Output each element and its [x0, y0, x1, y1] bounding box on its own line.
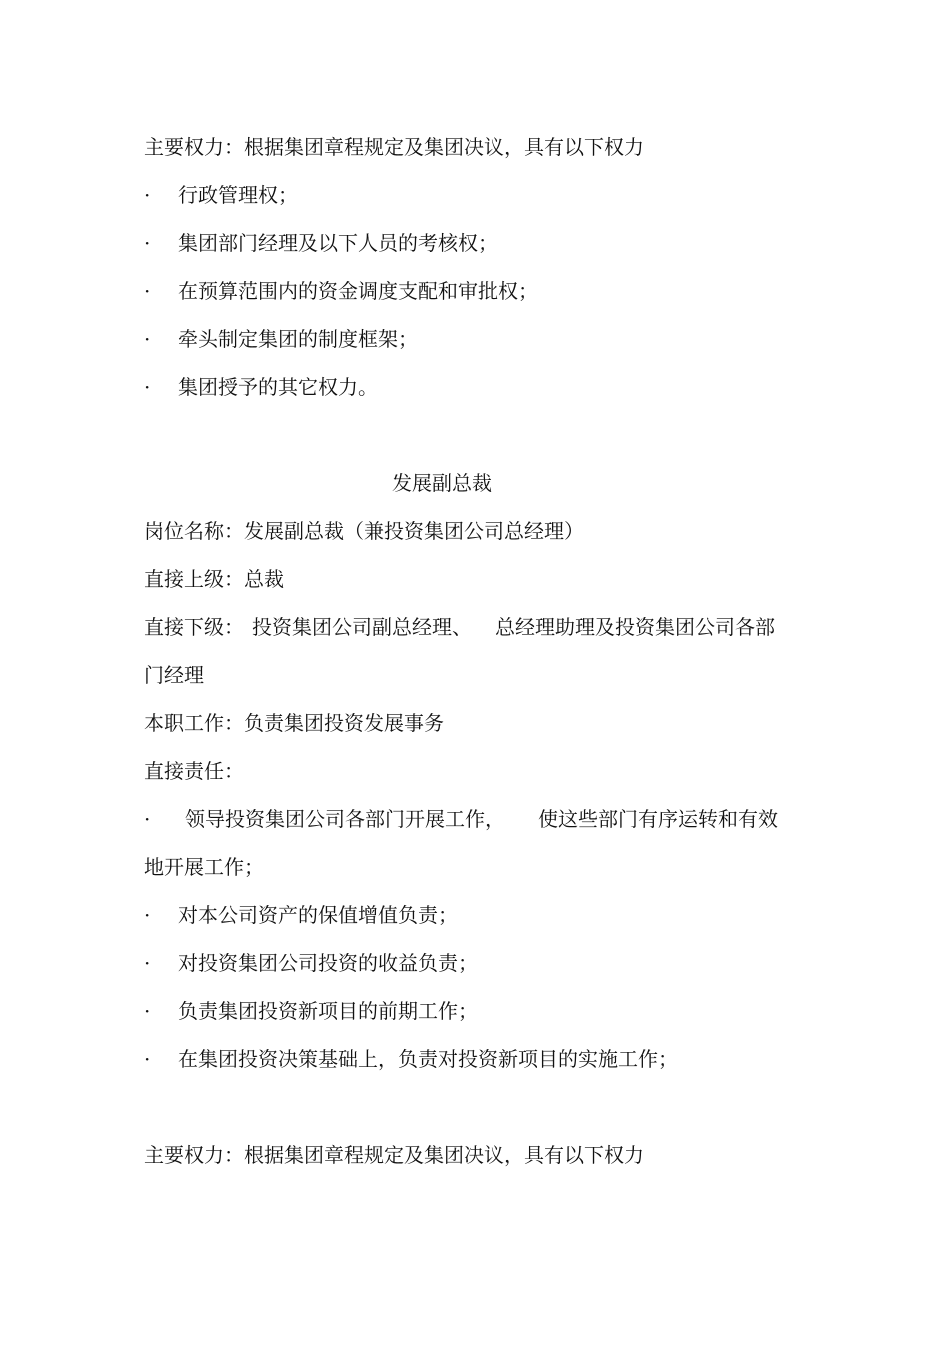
- power-item: 在预算范围内的资金调度支配和审批权；: [178, 279, 538, 303]
- responsibility-item: 对本公司资产的保值增值负责；: [178, 903, 458, 927]
- responsibility-item: 负责集团投资新项目的前期工作；: [178, 999, 478, 1023]
- direct-subordinates-value: 投资集团公司副总经理、: [252, 615, 472, 639]
- responsibility-item: 领导投资集团公司各部门开展工作，: [185, 807, 505, 831]
- main-work: 本职工作：负责集团投资发展事务: [144, 711, 444, 735]
- power-item: 集团授予的其它权力。: [178, 375, 378, 399]
- direct-subordinates-continued: 门经理: [144, 663, 204, 687]
- bullet-marker: ·: [144, 183, 151, 207]
- direct-subordinates-label: 直接下级：: [144, 615, 244, 639]
- bullet-marker: ·: [144, 327, 151, 351]
- powers-heading: 主要权力：根据集团章程规定及集团决议，具有以下权力: [144, 1143, 644, 1167]
- bullet-marker: ·: [144, 903, 151, 927]
- bullet-marker: ·: [144, 807, 151, 831]
- power-item: 牵头制定集团的制度框架；: [178, 327, 418, 351]
- responsibilities-heading: 直接责任：: [144, 759, 244, 783]
- bullet-marker: ·: [144, 279, 151, 303]
- position-name: 岗位名称：发展副总裁（兼投资集团公司总经理）: [144, 519, 584, 543]
- bullet-marker: ·: [144, 231, 151, 255]
- powers-heading: 主要权力：根据集团章程规定及集团决议，具有以下权力: [144, 135, 644, 159]
- bullet-marker: ·: [144, 1047, 151, 1071]
- bullet-marker: ·: [144, 951, 151, 975]
- direct-superior: 直接上级：总裁: [144, 567, 284, 591]
- bullet-marker: ·: [144, 999, 151, 1023]
- power-item: 集团部门经理及以下人员的考核权；: [178, 231, 498, 255]
- bullet-marker: ·: [144, 375, 151, 399]
- responsibility-item: 对投资集团公司投资的收益负责；: [178, 951, 478, 975]
- power-item: 行政管理权；: [178, 183, 298, 207]
- direct-subordinates-value: 总经理助理及投资集团公司各部: [495, 615, 775, 639]
- responsibility-item-continued: 地开展工作；: [144, 855, 264, 879]
- responsibility-item: 使这些部门有序运转和有效: [538, 807, 778, 831]
- section-title: 发展副总裁: [392, 471, 492, 495]
- responsibility-item: 在集团投资决策基础上，负责对投资新项目的实施工作；: [178, 1047, 678, 1071]
